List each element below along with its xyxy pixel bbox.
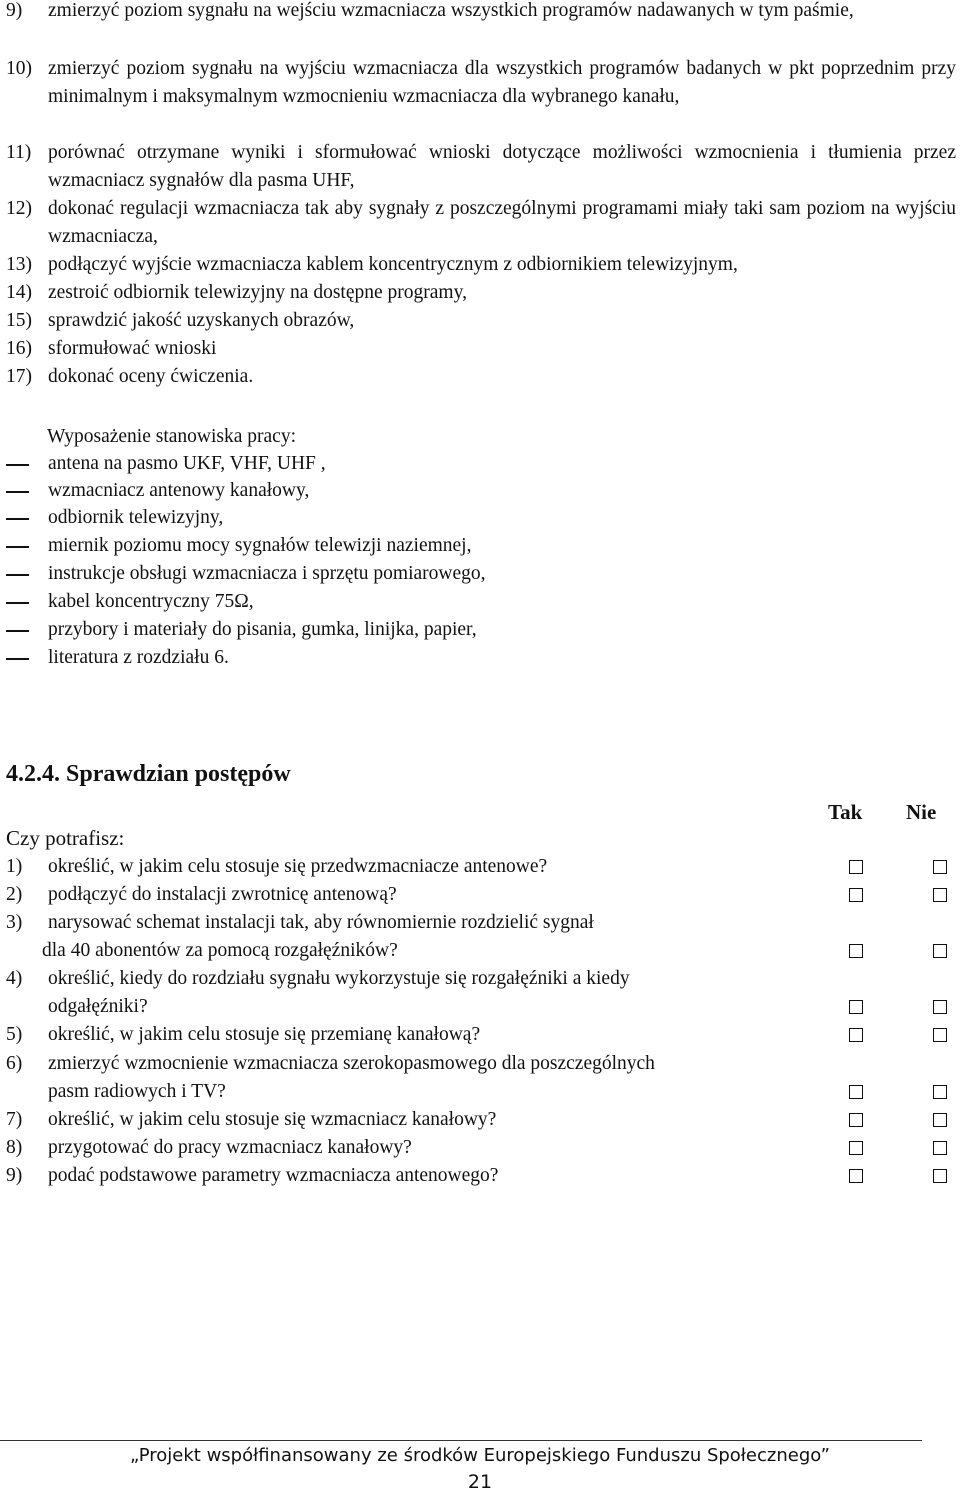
question-text-continued: odgałęźniki? (48, 996, 148, 1017)
question-number: 9) (6, 1165, 23, 1186)
equipment-item-text: kabel koncentryczny 75Ω, (48, 591, 254, 612)
checkbox-yes[interactable] (849, 1141, 863, 1155)
question-text: przygotować do pracy wzmacniacz kanałowy? (48, 1137, 412, 1158)
checkbox-no[interactable] (933, 1141, 947, 1155)
checkbox-no[interactable] (933, 888, 947, 902)
checklist-question (6, 909, 956, 965)
step-number: 9) (6, 0, 23, 21)
dash-bullet (6, 491, 29, 493)
checkbox-yes[interactable] (849, 1000, 863, 1014)
checkbox-no[interactable] (933, 860, 947, 874)
equipment-item-text: literatura z rozdziału 6. (48, 647, 229, 668)
checklist-question (6, 1021, 956, 1049)
equipment-item-text: odbiornik telewizyjny, (48, 507, 224, 528)
equipment-heading: Wyposażenie stanowiska pracy: (47, 426, 296, 447)
checklist-question (6, 1134, 956, 1162)
checkbox-no[interactable] (933, 944, 947, 958)
checkbox-yes[interactable] (849, 1028, 863, 1042)
equipment-item-text: antena na pasmo UKF, VHF, UHF , (48, 453, 326, 474)
question-text: określić, w jakim celu stosuje się przemianę kanałową? (48, 1024, 481, 1045)
question-number: 7) (6, 1109, 23, 1130)
step-text: dokonać oceny ćwiczenia. (48, 366, 254, 387)
step-text: dokonać regulacji wzmacniacza tak aby sygnały z poszczególnymi programami miały taki sam poziom na wyjściu wzmacniacza, (48, 198, 956, 247)
question-text-continued: pasm radiowych i TV? (48, 1081, 226, 1102)
step-item (6, 307, 956, 335)
column-header-no: Nie (906, 800, 937, 824)
column-header-yes: Tak (828, 800, 863, 824)
question-text-continued: dla 40 abonentów za pomocą rozgałęźników? (42, 940, 398, 961)
step-text: sprawdzić jakość uzyskanych obrazów, (48, 310, 355, 331)
question-text: określić, w jakim celu stosuje się przedwzmacniacze antenowe? (48, 856, 548, 877)
dash-bullet (6, 518, 29, 520)
checklist-question (6, 853, 956, 881)
checkbox-no[interactable] (933, 1085, 947, 1099)
footer-divider (0, 1440, 922, 1441)
dash-bullet (6, 630, 29, 632)
checklist-question (6, 1106, 956, 1134)
checklist-question (6, 881, 956, 909)
step-number: 11) (6, 142, 32, 163)
dash-bullet (6, 602, 29, 604)
checkbox-no[interactable] (933, 1028, 947, 1042)
question-text: podać podstawowe parametry wzmacniacza antenowego? (48, 1165, 499, 1186)
question-number: 3) (6, 912, 23, 933)
equipment-item-text: instrukcje obsługi wzmacniacza i sprzętu pomiarowego, (48, 563, 486, 584)
equipment-item-text: wzmacniacz antenowy kanałowy, (48, 480, 310, 501)
checkbox-no[interactable] (933, 1169, 947, 1183)
step-number: 15) (6, 310, 32, 331)
step-number: 17) (6, 366, 32, 387)
step-number: 10) (6, 58, 32, 79)
checkbox-yes[interactable] (849, 1169, 863, 1183)
checkbox-yes[interactable] (849, 1085, 863, 1099)
footer-funding-note: „Projekt współfinansowany ze środków Europejskiego Funduszu Społecznego” (130, 1445, 830, 1466)
step-item (6, 139, 956, 195)
dash-bullet (6, 464, 29, 466)
step-text: podłączyć wyjście wzmacniacza kablem koncentrycznym z odbiornikiem telewizyjnym, (48, 254, 738, 275)
step-number: 16) (6, 338, 32, 359)
section-title: 4.2.4. Sprawdzian postępów (6, 761, 291, 787)
question-number: 2) (6, 884, 23, 905)
step-text: zestroić odbiornik telewizyjny na dostępne programy, (48, 282, 467, 303)
step-item (6, 335, 956, 363)
step-number: 12) (6, 198, 32, 219)
step-item (6, 363, 956, 391)
checklist-question (6, 965, 956, 1021)
step-item (6, 279, 956, 307)
step-number: 14) (6, 282, 32, 303)
step-text: sformułować wnioski (48, 338, 217, 359)
question-number: 8) (6, 1137, 23, 1158)
step-item (6, 0, 956, 53)
dash-bullet (6, 658, 29, 660)
checklist-intro: Czy potrafisz: (6, 826, 125, 850)
question-number: 1) (6, 856, 23, 877)
checklist-question (6, 1162, 956, 1190)
question-text: określić, kiedy do rozdziału sygnału wykorzystuje się rozgałęźniki a kiedy (48, 968, 630, 989)
checkbox-yes[interactable] (849, 944, 863, 958)
checkbox-no[interactable] (933, 1000, 947, 1014)
question-text: narysować schemat instalacji tak, aby równomiernie rozdzielić sygnał (48, 912, 594, 933)
question-text: zmierzyć wzmocnienie wzmacniacza szerokopasmowego dla poszczególnych (48, 1053, 655, 1074)
checkbox-yes[interactable] (849, 888, 863, 902)
question-text: podłączyć do instalacji zwrotnicę antenową? (48, 884, 397, 905)
question-number: 4) (6, 968, 23, 989)
question-text: określić, w jakim celu stosuje się wzmacniacz kanałowy? (48, 1109, 497, 1130)
step-number: 13) (6, 254, 32, 275)
question-number: 5) (6, 1024, 23, 1045)
equipment-item-text: przybory i materiały do pisania, gumka, linijka, papier, (48, 619, 477, 640)
checkbox-yes[interactable] (849, 1113, 863, 1127)
checkbox-no[interactable] (933, 1113, 947, 1127)
checklist-question (6, 1050, 956, 1106)
dash-bullet (6, 546, 29, 548)
equipment-item-text: miernik poziomu mocy sygnałów telewizji naziemnej, (48, 535, 472, 556)
step-item (6, 55, 956, 139)
step-item (6, 195, 956, 251)
question-number: 6) (6, 1053, 23, 1074)
step-text: zmierzyć poziom sygnału na wyjściu wzmacniacza dla wszystkich programów badanych w pkt poprzednim przy minimalnym i maksymalnym wzmocnieniu wzmacniacza dla wybranego kanału, (48, 58, 956, 107)
page-number: 21 (467, 1471, 493, 1493)
step-text: zmierzyć poziom sygnału na wejściu wzmacniacza wszystkich programów nadawanych w tym paśmie, (48, 0, 854, 21)
step-item (6, 251, 956, 279)
step-text: porównać otrzymane wyniki i sformułować wnioski dotyczące możliwości wzmocnienia i tłumienia przez wzmacniacz sygnałów dla pasma UHF, (48, 142, 956, 191)
dash-bullet (6, 574, 29, 576)
checkbox-yes[interactable] (849, 860, 863, 874)
